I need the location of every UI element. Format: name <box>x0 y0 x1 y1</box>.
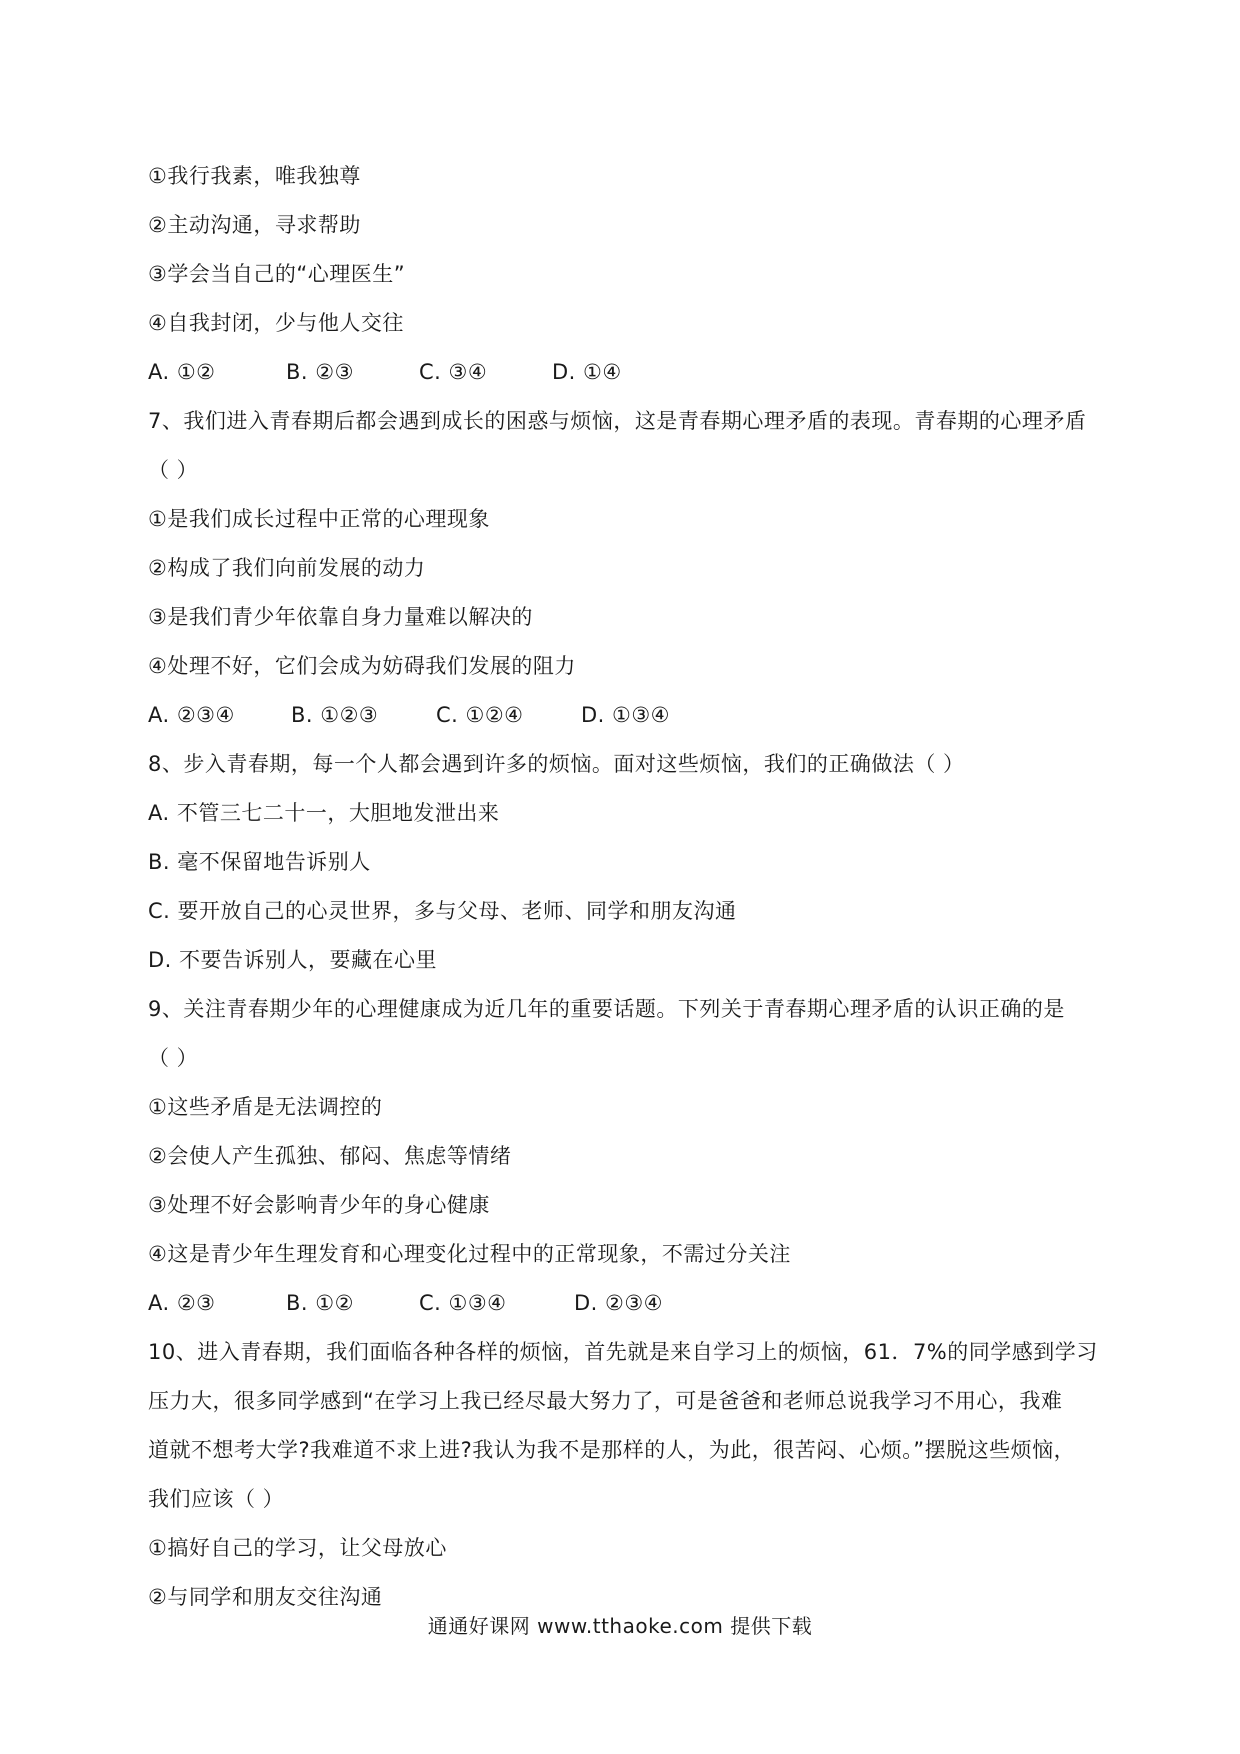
q9-option-a: A. ②③ <box>148 1291 216 1315</box>
q7-stem: 7、我们进入青春期后都会遇到成长的困惑与烦恼，这是青春期心理矛盾的表现。青春期的心理矛盾 <box>148 409 1087 433</box>
q8-stem: 8、步入青春期，每一个人都会遇到许多的烦恼。面对这些烦恼，我们的正确做法（ ） <box>148 752 965 776</box>
q10-stem-line-4: 我们应该（ ） <box>148 1487 285 1511</box>
q8-option-c: C. 要开放自己的心灵世界，多与父母、老师、同学和朋友沟通 <box>148 899 737 923</box>
q9-item-4: ④这是青少年生理发育和心理变化过程中的正常现象，不需过分关注 <box>148 1242 791 1266</box>
q9-option-b: B. ①② <box>286 1291 354 1315</box>
document-body <box>148 152 1098 1622</box>
q9-item-1: ①这些矛盾是无法调控的 <box>148 1095 383 1119</box>
q6-option-c: C. ③④ <box>419 360 488 384</box>
q9-stem: 9、关注青春期少年的心理健康成为近几年的重要话题。下列关于青春期心理矛盾的认识正确的是 <box>148 997 1065 1021</box>
q7-option-d: D. ①③④ <box>581 703 670 727</box>
q10-stem-line-3: 道就不想考大学?我难道不求上进?我认为我不是那样的人，为此，很苦闷、心烦。”摆脱这些烦恼， <box>148 1438 1076 1462</box>
q6-option-a: A. ①② <box>148 360 216 384</box>
q7-option-a: A. ②③④ <box>148 703 235 727</box>
q10-item-2: ②与同学和朋友交往沟通 <box>148 1585 383 1609</box>
q9-option-c: C. ①③④ <box>419 1291 507 1315</box>
q8-option-b: B. 毫不保留地告诉别人 <box>148 850 371 874</box>
q7-option-b: B. ①②③ <box>291 703 379 727</box>
q6-item-2: ②主动沟通，寻求帮助 <box>148 213 361 237</box>
q10-item-1: ①搞好自己的学习，让父母放心 <box>148 1536 447 1560</box>
q9-options <box>148 1279 1098 1328</box>
q10-stem-line-1: 10、进入青春期，我们面临各种各样的烦恼，首先就是来自学习上的烦恼，61．7%的同学感到学习 <box>148 1340 1098 1364</box>
q7-blank: （ ） <box>148 458 199 482</box>
page-footer: 通通好课网 www.tthaoke.com 提供下载 <box>427 1614 813 1638</box>
q10-stem-line-2: 压力大，很多同学感到“在学习上我已经尽最大努力了，可是爸爸和老师总说我学习不用心，我难 <box>148 1389 1063 1413</box>
q6-item-3: ③学会当自己的“心理医生” <box>148 262 406 286</box>
q9-option-d: D. ②③④ <box>574 1291 663 1315</box>
q9-item-2: ②会使人产生孤独、郁闷、焦虑等情绪 <box>148 1144 512 1168</box>
q7-item-3: ③是我们青少年依靠自身力量难以解决的 <box>148 605 533 629</box>
q7-item-2: ②构成了我们向前发展的动力 <box>148 556 426 580</box>
q7-item-4: ④处理不好，它们会成为妨碍我们发展的阻力 <box>148 654 576 678</box>
q7-item-1: ①是我们成长过程中正常的心理现象 <box>148 507 490 531</box>
q7-option-c: C. ①②④ <box>436 703 524 727</box>
q9-item-3: ③处理不好会影响青少年的身心健康 <box>148 1193 490 1217</box>
q6-options <box>148 348 1098 397</box>
q6-item-4: ④自我封闭，少与他人交往 <box>148 311 404 335</box>
q9-blank: （ ） <box>148 1046 199 1070</box>
q8-option-d: D. 不要告诉别人，要藏在心里 <box>148 948 438 972</box>
q7-options <box>148 691 1098 740</box>
q6-item-1: ①我行我素，唯我独尊 <box>148 164 361 188</box>
q6-option-d: D. ①④ <box>552 360 622 384</box>
q6-option-b: B. ②③ <box>286 360 354 384</box>
q8-option-a: A. 不管三七二十一，大胆地发泄出来 <box>148 801 500 825</box>
